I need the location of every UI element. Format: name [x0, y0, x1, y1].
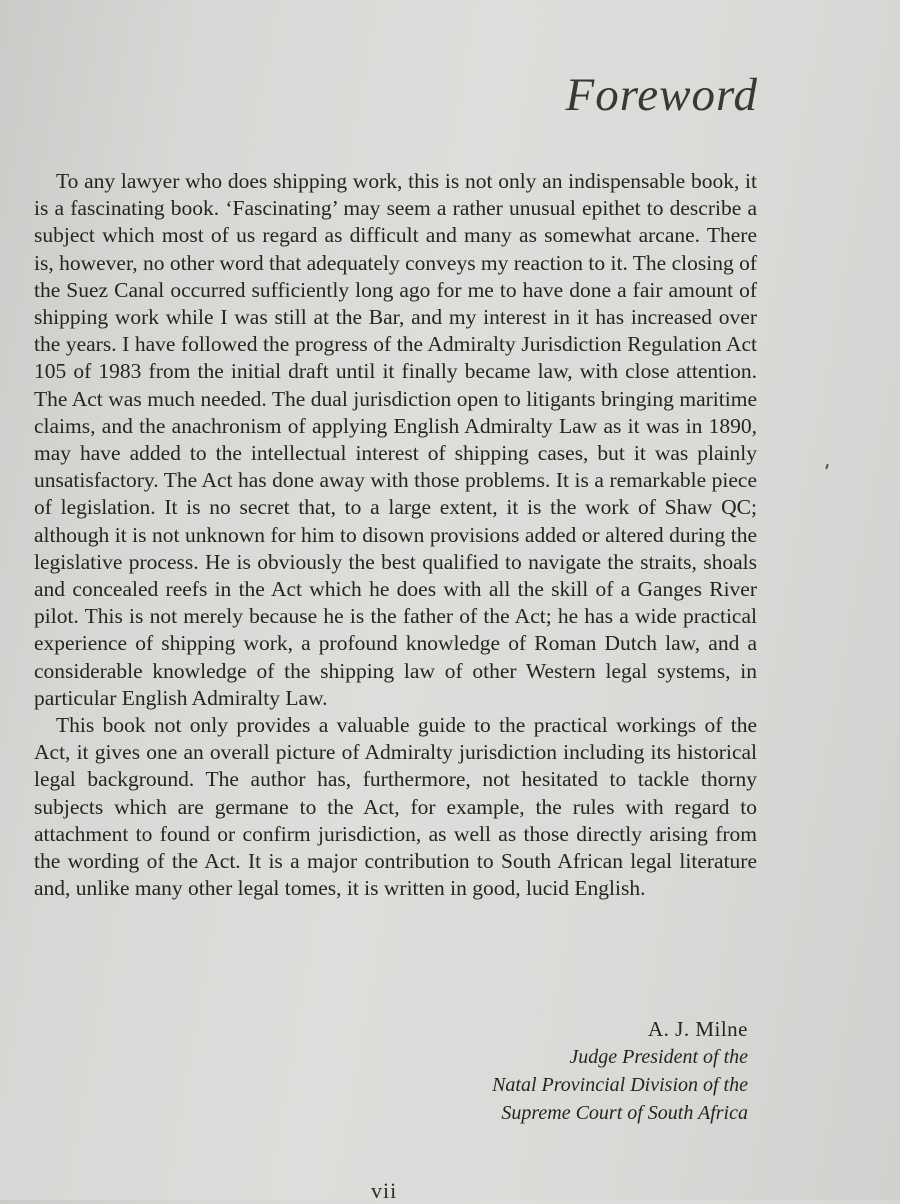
page-number: vii [371, 1178, 398, 1203]
foreword-body [34, 168, 757, 902]
page-title: Foreword [565, 69, 758, 121]
signatory-title-line-1: Judge President of the [569, 1046, 748, 1068]
paragraph-2: This book not only provides a valuable guide to the practical workings of the Act, it gives one an overall picture of Admiralty jurisdiction including its historical legal background. The author has, furthermore, not hesitated to tackle thorny subjects which are germane to the Act, for example, the rules with regard to attachment to found or confirm jurisdiction, as well as those directly arising from the wording of the Act. It is a major contribution to South African legal literature and, unlike many other legal tomes, it is written in good, lucid English. [34, 713, 757, 901]
signatory-title-line-2: Natal Provincial Division of the [492, 1074, 748, 1096]
signature-block [492, 1015, 748, 1127]
signatory-title-line-3: Supreme Court of South Africa [501, 1102, 748, 1124]
signatory-name: A. J. Milne [648, 1017, 748, 1041]
paper-speck [825, 464, 829, 469]
paragraph-1: To any lawyer who does shipping work, this is not only an indispensable book, it is a fascinating book. ‘Fascinating’ may seem a rather unusual epithet to describe a subject which most of us regard as difficult and many as somewhat arcane. There is, however, no other word that adequately conveys my reaction to it. The closing of the Suez Canal occurred sufficiently long ago for me to have done a fair amount of shipping work while I was still at the Bar, and my interest in it has increased over the years. I have followed the progress of the Admiralty Jurisdiction Regulation Act 105 of 1983 from the initial draft until it finally became law, with close attention. The Act was much needed. The dual jurisdiction open to litigants bringing maritime claims, and the anachronism of applying English Admiralty Law as it was in 1890, may have added to the intellectual interest of shipping cases, but it was plainly unsatisfactory. The Act has done away with those problems. It is a remarkable piece of legislation. It is no secret that, to a large extent, it is the work of Shaw QC; although it is not unknown for him to disown provisions added or altered during the legislative process. He is obviously the best qualified to navigate the straits, shoals and concealed reefs in the Act which he does with all the skill of a Ganges River pilot. This is not merely because he is the father of the Act; he has a wide practical experience of shipping work, a profound knowledge of Roman Dutch law, and a considerable knowledge of the shipping law of other Western legal systems, in particular English Admiralty Law. [34, 169, 757, 710]
